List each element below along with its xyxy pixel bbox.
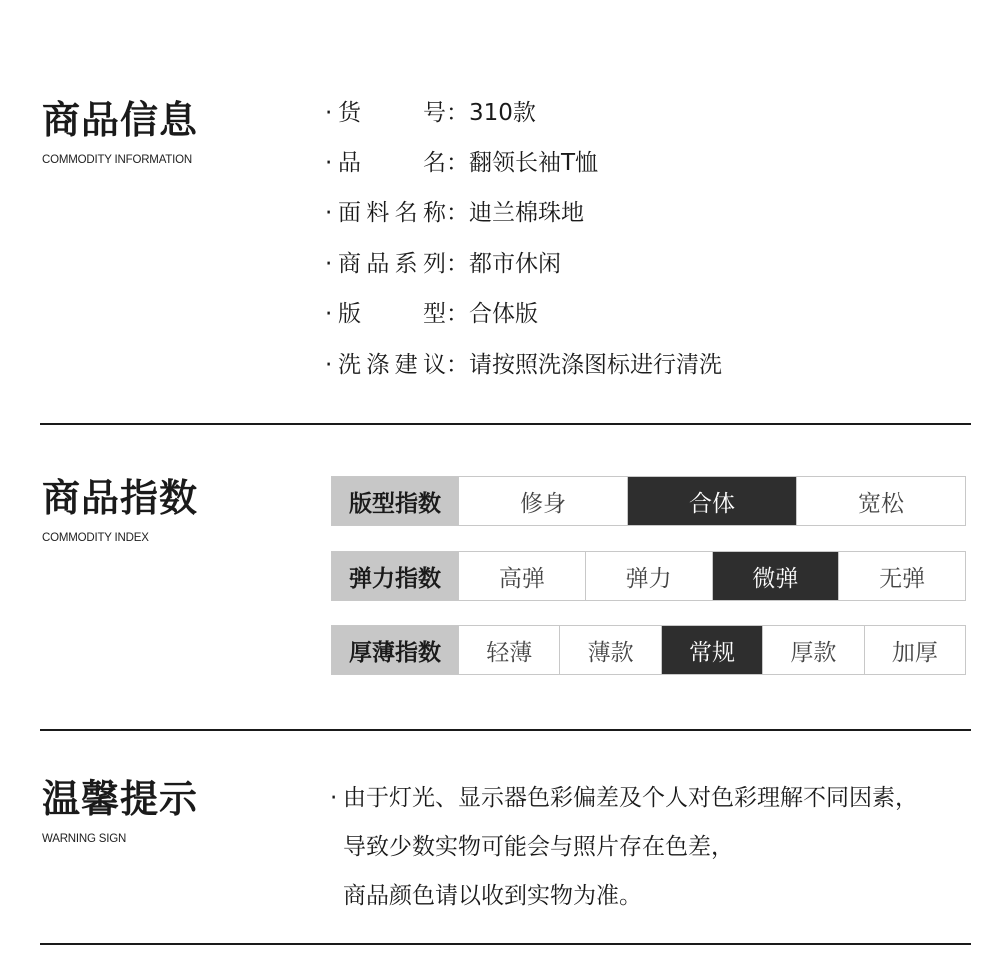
index-option: 厚款 (762, 626, 863, 674)
bullet: · (325, 150, 333, 176)
index-option: 弹力 (585, 552, 712, 600)
section-divider (40, 423, 971, 425)
warning-subtitle: WARNING SIGN (42, 833, 127, 845)
bullet: · (325, 200, 333, 226)
index-option: 加厚 (864, 626, 965, 674)
commodity-info-title: 商品信息 (42, 98, 199, 142)
section-divider (40, 729, 971, 731)
info-colon: ： (446, 150, 469, 176)
index-option-selected: 常规 (661, 626, 762, 674)
info-colon: ： (446, 301, 469, 327)
index-row-elasticity (331, 551, 966, 601)
index-option: 修身 (458, 477, 627, 525)
warning-line-2 (343, 832, 734, 862)
commodity-index-subtitle: COMMODITY INDEX (42, 532, 149, 544)
info-row-item-number (325, 98, 536, 128)
info-value: 310款 (469, 100, 536, 126)
info-label: 面料名称 (338, 200, 446, 226)
index-option: 宽松 (796, 477, 965, 525)
warning-title: 温馨提示 (42, 777, 199, 821)
info-value: 请按照洗涤图标进行清洗 (469, 352, 722, 378)
warning-line-1 (330, 783, 918, 813)
commodity-info-subtitle: COMMODITY INFORMATION (42, 154, 192, 166)
index-label-elasticity: 弹力指数 (332, 552, 458, 600)
warning-text: 由于灯光、显示器色彩偏差及个人对色彩理解不同因素， (343, 785, 918, 811)
index-option-selected: 微弹 (712, 552, 839, 600)
info-value: 都市休闲 (469, 251, 561, 277)
index-option-selected: 合体 (627, 477, 796, 525)
info-row-washing (325, 350, 722, 380)
info-colon: ： (446, 100, 469, 126)
info-colon: ： (446, 352, 469, 378)
info-label: 货 号 (338, 100, 446, 126)
commodity-index-title: 商品指数 (42, 476, 199, 520)
info-value: 合体版 (469, 301, 538, 327)
index-option: 轻薄 (458, 626, 559, 674)
warning-text: 导致少数实物可能会与照片存在色差， (343, 834, 734, 860)
bullet: · (325, 301, 333, 327)
info-colon: ： (446, 251, 469, 277)
info-row-fabric (325, 198, 584, 228)
warning-line-3 (343, 881, 642, 911)
info-row-series (325, 249, 561, 279)
info-label: 洗涤建议 (338, 352, 446, 378)
bullet: · (330, 785, 338, 811)
bullet: · (325, 251, 333, 277)
warning-text: 商品颜色请以收到实物为准。 (343, 883, 642, 909)
bullet: · (325, 100, 333, 126)
index-option: 薄款 (559, 626, 660, 674)
info-value: 迪兰棉珠地 (469, 200, 584, 226)
index-option: 高弹 (458, 552, 585, 600)
section-divider (40, 943, 971, 945)
info-label: 品 名 (338, 150, 446, 176)
info-row-product-name (325, 148, 598, 178)
index-label-fit: 版型指数 (332, 477, 458, 525)
info-label: 商品系列 (338, 251, 446, 277)
info-colon: ： (446, 200, 469, 226)
index-row-thickness (331, 625, 966, 675)
info-row-fit (325, 299, 538, 329)
index-option: 无弹 (838, 552, 965, 600)
bullet: · (325, 352, 333, 378)
info-label: 版 型 (338, 301, 446, 327)
index-row-fit (331, 476, 966, 526)
info-value: 翻领长袖T恤 (469, 150, 599, 176)
index-label-thickness: 厚薄指数 (332, 626, 458, 674)
